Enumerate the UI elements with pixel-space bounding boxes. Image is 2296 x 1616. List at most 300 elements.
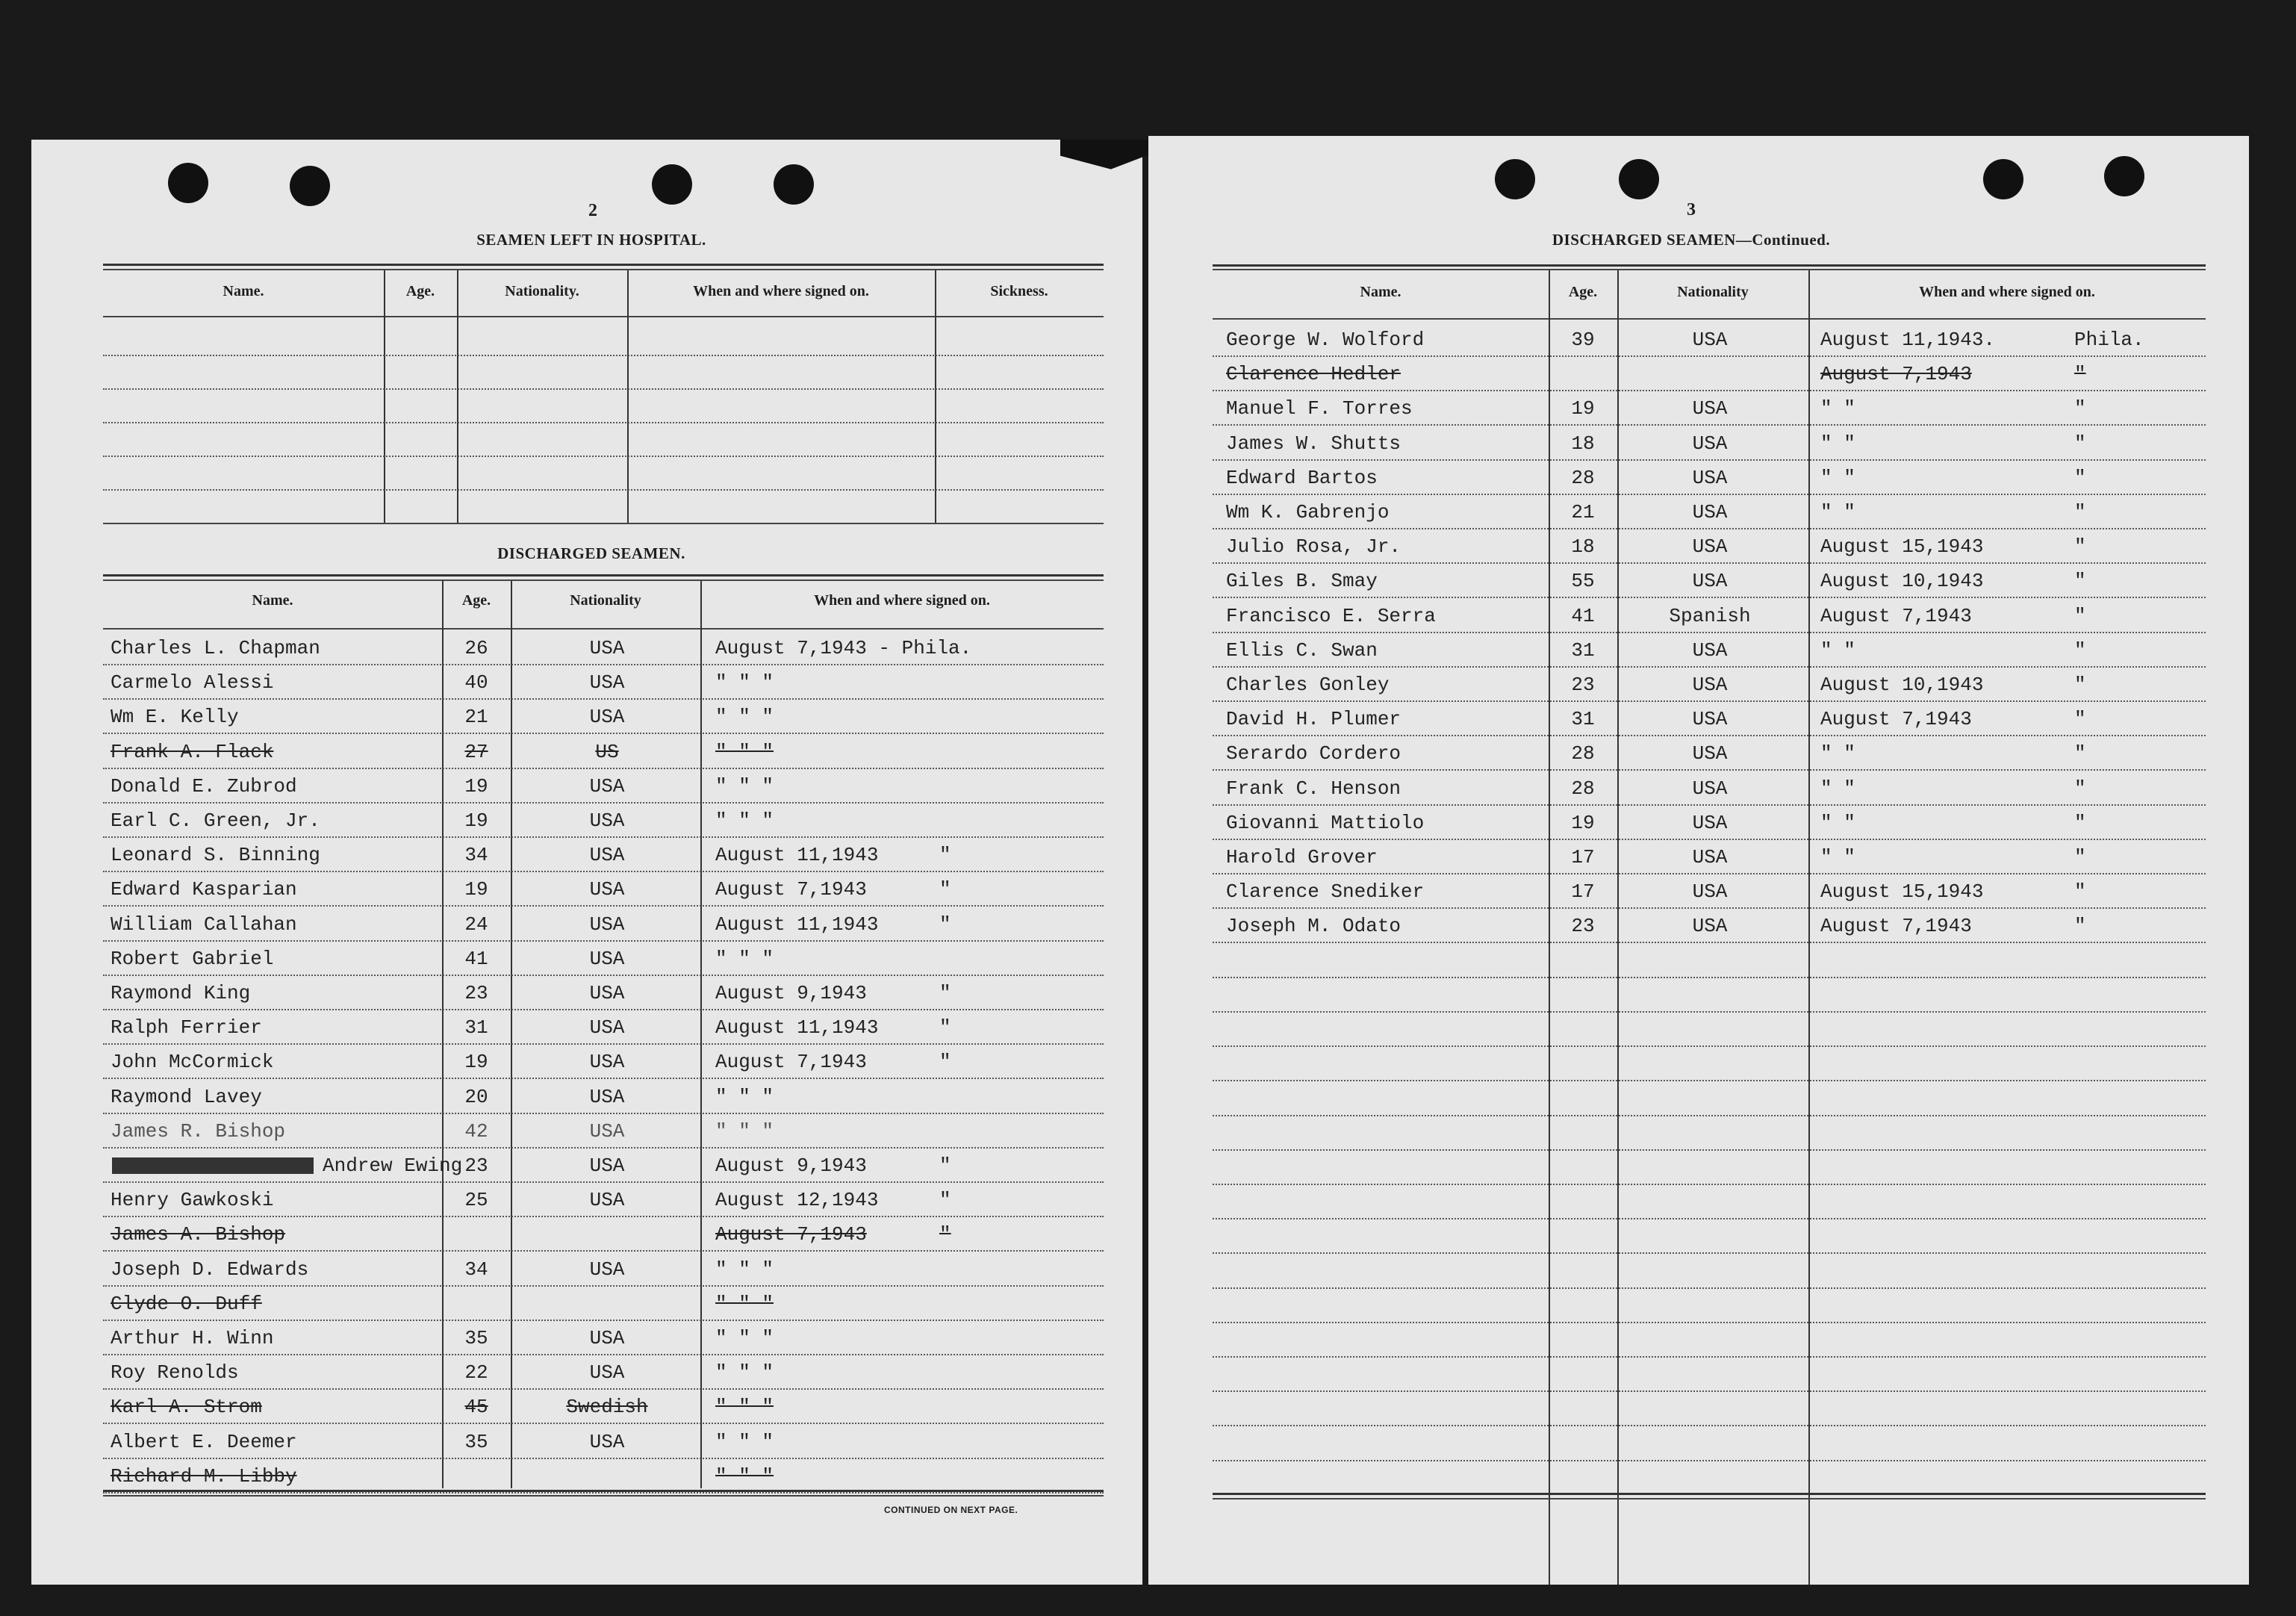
seaman-nationality: USA <box>589 913 625 936</box>
discharged-header-name: Name. <box>252 592 293 609</box>
signed-on-date: " " <box>1820 777 1855 800</box>
seaman-age: 28 <box>1571 742 1595 765</box>
seaman-name: James W. Shutts <box>1226 432 1401 455</box>
rule <box>103 316 1104 317</box>
seaman-age: 17 <box>1571 846 1595 868</box>
seaman-name: Manuel F. Torres <box>1226 397 1413 420</box>
punch-hole <box>774 164 814 205</box>
seaman-name: Richard M. Libby <box>111 1465 297 1488</box>
section-title-hospital: SEAMEN LEFT IN HOSPITAL. <box>476 231 706 249</box>
signed-on-date: August 7,1943 <box>1820 915 1972 937</box>
signed-on-place: " <box>939 1189 951 1211</box>
rule <box>103 523 1104 524</box>
column-rule <box>627 270 629 524</box>
column-rule <box>935 270 936 524</box>
seaman-age: 20 <box>464 1086 488 1108</box>
row-rule <box>103 489 1104 491</box>
signed-on-date: August 11,1943 <box>715 1016 879 1039</box>
seaman-name: Charles L. Chapman <box>111 637 320 659</box>
row-rule <box>1213 1218 2206 1219</box>
seaman-nationality: USA <box>589 775 625 798</box>
seaman-nationality: USA <box>589 1258 625 1281</box>
row-rule <box>1213 942 2206 943</box>
continued-header-signed-on: When and where signed on. <box>1919 284 2095 300</box>
column-rule <box>1617 270 1619 1585</box>
continued-header-nationality: Nationality <box>1677 284 1749 300</box>
punch-hole <box>168 163 208 203</box>
column-rule <box>1549 270 1550 1585</box>
signed-on-place: " <box>2074 363 2086 385</box>
row-rule <box>1213 1287 2206 1289</box>
signed-on-date: " " " <box>715 1327 774 1349</box>
seaman-age: 34 <box>464 844 488 866</box>
seaman-name: Robert Gabriel <box>111 948 274 970</box>
seaman-name: Roy Renolds <box>111 1361 239 1384</box>
seaman-age: 31 <box>464 1016 488 1039</box>
row-rule <box>103 1043 1104 1045</box>
seaman-name: Raymond King <box>111 982 251 1004</box>
seaman-name: Clarence Hedler <box>1226 363 1401 385</box>
signed-on-date: August 7,1943 <box>1820 363 1972 385</box>
row-rule <box>103 698 1104 700</box>
section-title-discharged-continued: DISCHARGED SEAMEN—Continued. <box>1552 231 1831 249</box>
seaman-name: Henry Gawkoski <box>111 1189 274 1211</box>
row-rule <box>1213 1390 2206 1392</box>
signed-on-place: " <box>2074 570 2086 592</box>
row-rule <box>1213 1322 2206 1323</box>
row-rule <box>1213 390 2206 391</box>
seaman-nationality: USA <box>1692 708 1728 730</box>
seaman-age: 23 <box>464 982 488 1004</box>
seaman-name: Julio Rosa, Jr. <box>1226 535 1401 558</box>
seaman-age: 23 <box>464 1154 488 1177</box>
seaman-name: George W. Wolford <box>1226 329 1425 351</box>
row-rule <box>103 1354 1104 1355</box>
seaman-nationality: USA <box>1692 880 1728 903</box>
seaman-age: 35 <box>464 1431 488 1453</box>
signed-on-place: " <box>2074 535 2086 558</box>
seaman-age: 31 <box>1571 708 1595 730</box>
page-number: 2 <box>588 201 597 220</box>
rule <box>103 264 1104 266</box>
page-number: 3 <box>1687 200 1696 220</box>
column-rule <box>457 270 458 524</box>
discharged-header-signed-on: When and where signed on. <box>814 592 990 609</box>
seaman-name: Ralph Ferrier <box>111 1016 262 1039</box>
seaman-age: 41 <box>1571 605 1595 627</box>
seaman-age: 17 <box>1571 880 1595 903</box>
discharged-header-nationality: Nationality <box>570 592 641 609</box>
right-page <box>1148 136 2249 1585</box>
row-rule <box>1213 1460 2206 1461</box>
hospital-header-name: Name. <box>223 283 264 299</box>
row-rule <box>103 1320 1104 1321</box>
seaman-age: 22 <box>464 1361 488 1384</box>
row-rule <box>103 1423 1104 1424</box>
rule <box>103 1495 1104 1497</box>
seaman-name: James A. Bishop <box>111 1223 286 1246</box>
seaman-nationality: USA <box>589 706 625 728</box>
punch-hole <box>652 164 692 205</box>
seaman-nationality: USA <box>1692 915 1728 937</box>
continued-header-age: Age. <box>1568 284 1598 300</box>
signed-on-place: " <box>2074 777 2086 800</box>
row-rule <box>103 1078 1104 1079</box>
seaman-nationality: USA <box>1692 570 1728 592</box>
signed-on-date: " " " <box>715 1431 774 1453</box>
redaction-block <box>112 1157 314 1174</box>
row-rule <box>1213 562 2206 564</box>
seaman-age: 28 <box>1571 467 1595 489</box>
row-rule <box>1213 494 2206 495</box>
signed-on-date: " " " <box>715 809 774 832</box>
seaman-age: 55 <box>1571 570 1595 592</box>
seaman-name: Francisco E. Serra <box>1226 605 1436 627</box>
signed-on-date: " " <box>1820 812 1855 834</box>
signed-on-date: " " " <box>715 1086 774 1108</box>
seaman-age: 19 <box>464 809 488 832</box>
seaman-age: 39 <box>1571 329 1595 351</box>
seaman-age: 27 <box>464 741 488 763</box>
signed-on-place: " <box>939 913 951 936</box>
row-rule <box>1213 459 2206 461</box>
seaman-nationality: USA <box>589 1154 625 1177</box>
signed-on-date: " " <box>1820 432 1855 455</box>
row-rule <box>1213 804 2206 806</box>
rule <box>103 574 1104 577</box>
seaman-nationality: USA <box>589 844 625 866</box>
seaman-nationality: USA <box>589 1327 625 1349</box>
seaman-nationality: USA <box>589 948 625 970</box>
row-rule <box>1213 528 2206 529</box>
seaman-nationality: Spanish <box>1669 605 1751 627</box>
seaman-name: Joseph D. Edwards <box>111 1258 309 1281</box>
signed-on-place: " <box>2074 467 2086 489</box>
row-rule <box>103 836 1104 838</box>
column-rule <box>511 581 512 1488</box>
row-rule <box>1213 977 2206 978</box>
seaman-name: Arthur H. Winn <box>111 1327 274 1349</box>
seaman-age: 19 <box>1571 397 1595 420</box>
seaman-age: 34 <box>464 1258 488 1281</box>
seaman-nationality: USA <box>1692 501 1728 523</box>
row-rule <box>1213 597 2206 598</box>
seaman-age: 45 <box>464 1396 488 1418</box>
continued-note: CONTINUED ON NEXT PAGE. <box>884 1505 1018 1515</box>
seaman-age: 19 <box>464 878 488 901</box>
rule <box>103 579 1104 581</box>
signed-on-date: " " " <box>715 1465 774 1488</box>
seaman-age: 28 <box>1571 777 1595 800</box>
seaman-name: Clarence Snediker <box>1226 880 1425 903</box>
signed-on-date: August 7,1943 - Phila. <box>715 637 972 659</box>
punch-hole <box>2104 156 2144 196</box>
row-rule <box>1213 632 2206 633</box>
signed-on-date: " " " <box>715 948 774 970</box>
row-rule <box>103 975 1104 976</box>
seaman-nationality: USA <box>1692 397 1728 420</box>
rule <box>1213 264 2206 267</box>
seaman-name: Serardo Cordero <box>1226 742 1401 765</box>
seaman-age: 35 <box>464 1327 488 1349</box>
row-rule <box>103 1388 1104 1390</box>
signed-on-date: " " " <box>715 775 774 798</box>
rule <box>1213 1493 2206 1495</box>
seaman-nationality: USA <box>1692 777 1728 800</box>
left-page <box>31 140 1142 1585</box>
row-rule <box>1213 769 2206 771</box>
row-rule <box>103 1250 1104 1252</box>
seaman-age: 23 <box>1571 674 1595 696</box>
seaman-nationality: USA <box>589 1361 625 1384</box>
seaman-nationality: USA <box>1692 812 1728 834</box>
signed-on-date: " " " <box>715 1396 774 1418</box>
seaman-name: Harold Grover <box>1226 846 1378 868</box>
hospital-header-nationality: Nationality. <box>505 283 579 299</box>
row-rule <box>103 388 1104 390</box>
row-rule <box>1213 839 2206 840</box>
seaman-nationality: USA <box>1692 535 1728 558</box>
seaman-nationality: USA <box>589 1120 625 1143</box>
seaman-name: Carmelo Alessi <box>111 671 274 694</box>
punch-hole <box>290 166 330 206</box>
seaman-nationality: USA <box>589 1086 625 1108</box>
signed-on-date: August 11,1943. <box>1820 329 1996 351</box>
seaman-nationality: USA <box>1692 674 1728 696</box>
signed-on-place: " <box>939 982 951 1004</box>
row-rule <box>103 905 1104 907</box>
seaman-name: Giovanni Mattiolo <box>1226 812 1425 834</box>
row-rule <box>103 802 1104 804</box>
signed-on-date: " " <box>1820 846 1855 868</box>
signed-on-date: August 11,1943 <box>715 913 879 936</box>
signed-on-date: August 9,1943 <box>715 982 867 1004</box>
signed-on-date: " " <box>1820 501 1855 523</box>
seaman-age: 18 <box>1571 432 1595 455</box>
seaman-name: Raymond Lavey <box>111 1086 262 1108</box>
signed-on-date: August 11,1943 <box>715 844 879 866</box>
row-rule <box>1213 355 2206 357</box>
seaman-name: Joseph M. Odato <box>1226 915 1401 937</box>
row-rule <box>1213 424 2206 426</box>
row-rule <box>103 664 1104 665</box>
row-rule <box>103 768 1104 769</box>
row-rule <box>103 1181 1104 1183</box>
signed-on-date: August 9,1943 <box>715 1154 867 1177</box>
signed-on-date: August 7,1943 <box>1820 708 1972 730</box>
signed-on-place: " <box>939 844 951 866</box>
seaman-age: 31 <box>1571 639 1595 662</box>
seaman-age: 21 <box>464 706 488 728</box>
signed-on-place: " <box>2074 915 2086 937</box>
row-rule <box>103 733 1104 734</box>
seaman-nationality: USA <box>1692 467 1728 489</box>
signed-on-date: " " " <box>715 671 774 694</box>
signed-on-date: August 12,1943 <box>715 1189 879 1211</box>
rule <box>1213 1498 2206 1500</box>
seaman-name: William Callahan <box>111 913 297 936</box>
seaman-nationality: USA <box>589 1016 625 1039</box>
signed-on-place: " <box>2074 605 2086 627</box>
signed-on-place: " <box>2074 880 2086 903</box>
signed-on-date: August 7,1943 <box>715 878 867 901</box>
seaman-name: Wm E. Kelly <box>111 706 239 728</box>
signed-on-place: " <box>939 1051 951 1073</box>
punch-hole <box>1619 159 1659 199</box>
signed-on-place: " <box>939 1154 951 1177</box>
row-rule <box>1213 1356 2206 1358</box>
column-rule <box>442 581 444 1488</box>
row-rule <box>1213 873 2206 874</box>
seaman-name: Donald E. Zubrod <box>111 775 297 798</box>
signed-on-date: " " <box>1820 397 1855 420</box>
rule <box>103 628 1104 630</box>
seaman-age: 42 <box>464 1120 488 1143</box>
seaman-name: Andrew Ewing <box>323 1154 463 1177</box>
signed-on-date: " " " <box>715 1293 774 1315</box>
seaman-age: 26 <box>464 637 488 659</box>
seaman-nationality: USA <box>1692 329 1728 351</box>
column-rule <box>700 581 702 1488</box>
signed-on-date: August 10,1943 <box>1820 570 1984 592</box>
signed-on-place: " <box>2074 708 2086 730</box>
seaman-nationality: USA <box>589 1431 625 1453</box>
seaman-nationality: US <box>595 741 619 763</box>
row-rule <box>1213 1011 2206 1013</box>
seaman-age: 24 <box>464 913 488 936</box>
row-rule <box>1213 1149 2206 1151</box>
row-rule <box>103 355 1104 356</box>
row-rule <box>1213 666 2206 668</box>
row-rule <box>1213 1252 2206 1254</box>
signed-on-date: " " <box>1820 742 1855 765</box>
signed-on-date: " " " <box>715 1361 774 1384</box>
hospital-header-age: Age. <box>405 283 435 299</box>
row-rule <box>103 1285 1104 1287</box>
signed-on-place: " <box>2074 812 2086 834</box>
hospital-header-sickness: Sickness. <box>990 283 1048 299</box>
seaman-name: Clyde O. Duff <box>111 1293 262 1315</box>
seaman-age: 40 <box>464 671 488 694</box>
seaman-name: Frank C. Henson <box>1226 777 1401 800</box>
discharged-header-age: Age. <box>461 592 491 609</box>
row-rule <box>103 1458 1104 1459</box>
signed-on-place: " <box>939 878 951 901</box>
seaman-age: 23 <box>1571 915 1595 937</box>
section-title-discharged: DISCHARGED SEAMEN. <box>497 544 685 562</box>
seaman-name: David H. Plumer <box>1226 708 1401 730</box>
row-rule <box>103 1216 1104 1217</box>
row-rule <box>103 456 1104 457</box>
signed-on-place: Phila. <box>2074 329 2144 351</box>
seaman-name: Leonard S. Binning <box>111 844 320 866</box>
seaman-name: Edward Kasparian <box>111 878 297 901</box>
seaman-age: 21 <box>1571 501 1595 523</box>
seaman-name: Charles Gonley <box>1226 674 1390 696</box>
seaman-age: 19 <box>464 1051 488 1073</box>
rule <box>103 269 1104 270</box>
signed-on-place: " <box>2074 742 2086 765</box>
signed-on-date: August 7,1943 <box>715 1223 867 1246</box>
signed-on-date: August 10,1943 <box>1820 674 1984 696</box>
signed-on-date: " " <box>1820 467 1855 489</box>
seaman-name: Ellis C. Swan <box>1226 639 1378 662</box>
row-rule <box>1213 1115 2206 1116</box>
row-rule <box>103 422 1104 423</box>
row-rule <box>1213 700 2206 702</box>
seaman-nationality: USA <box>589 1051 625 1073</box>
signed-on-date: " " " <box>715 706 774 728</box>
seaman-name: Edward Bartos <box>1226 467 1378 489</box>
seaman-nationality: USA <box>1692 846 1728 868</box>
seaman-name: Earl C. Green, Jr. <box>111 809 320 832</box>
signed-on-place: " <box>939 1016 951 1039</box>
seaman-nationality: Swedish <box>566 1396 648 1418</box>
seaman-nationality: USA <box>589 809 625 832</box>
seaman-nationality: USA <box>1692 432 1728 455</box>
row-rule <box>103 1113 1104 1114</box>
row-rule <box>103 871 1104 872</box>
signed-on-date: " " " <box>715 741 774 763</box>
signed-on-place: " <box>2074 501 2086 523</box>
seaman-name: Wm K. Gabrenjo <box>1226 501 1390 523</box>
seaman-nationality: USA <box>589 1189 625 1211</box>
row-rule <box>103 1147 1104 1149</box>
punch-hole <box>1983 159 2023 199</box>
hospital-header-signed-on: When and where signed on. <box>693 283 869 299</box>
signed-on-date: " " " <box>715 1258 774 1281</box>
rule <box>1213 318 2206 320</box>
seaman-age: 19 <box>1571 812 1595 834</box>
punch-hole <box>1495 159 1535 199</box>
row-rule <box>1213 735 2206 736</box>
signed-on-date: " " <box>1820 639 1855 662</box>
signed-on-date: August 7,1943 <box>1820 605 1972 627</box>
row-rule <box>103 940 1104 942</box>
signed-on-place: " <box>2074 639 2086 662</box>
row-rule <box>1213 1080 2206 1081</box>
signed-on-place: " <box>2074 397 2086 420</box>
seaman-nationality: USA <box>589 671 625 694</box>
column-rule <box>384 270 385 524</box>
row-rule <box>1213 1425 2206 1426</box>
seaman-name: Giles B. Smay <box>1226 570 1378 592</box>
signed-on-date: August 15,1943 <box>1820 535 1984 558</box>
row-rule <box>103 1009 1104 1010</box>
seaman-name: John McCormick <box>111 1051 274 1073</box>
seaman-nationality: USA <box>1692 639 1728 662</box>
row-rule <box>1213 907 2206 909</box>
signed-on-place: " <box>2074 432 2086 455</box>
seaman-nationality: USA <box>589 637 625 659</box>
continued-header-name: Name. <box>1360 284 1401 300</box>
signed-on-place: " <box>2074 846 2086 868</box>
signed-on-place: " <box>939 1223 951 1246</box>
column-rule <box>1808 270 1810 1585</box>
signed-on-date: " " " <box>715 1120 774 1143</box>
rule <box>1213 269 2206 270</box>
seaman-nationality: USA <box>589 878 625 901</box>
seaman-nationality: USA <box>1692 742 1728 765</box>
seaman-name: Albert E. Deemer <box>111 1431 297 1453</box>
seaman-name: James R. Bishop <box>111 1120 286 1143</box>
seaman-age: 41 <box>464 948 488 970</box>
row-rule <box>1213 1045 2206 1047</box>
signed-on-date: August 15,1943 <box>1820 880 1984 903</box>
row-rule <box>1213 1184 2206 1185</box>
seaman-name: Frank A. Flack <box>111 741 274 763</box>
seaman-nationality: USA <box>589 982 625 1004</box>
